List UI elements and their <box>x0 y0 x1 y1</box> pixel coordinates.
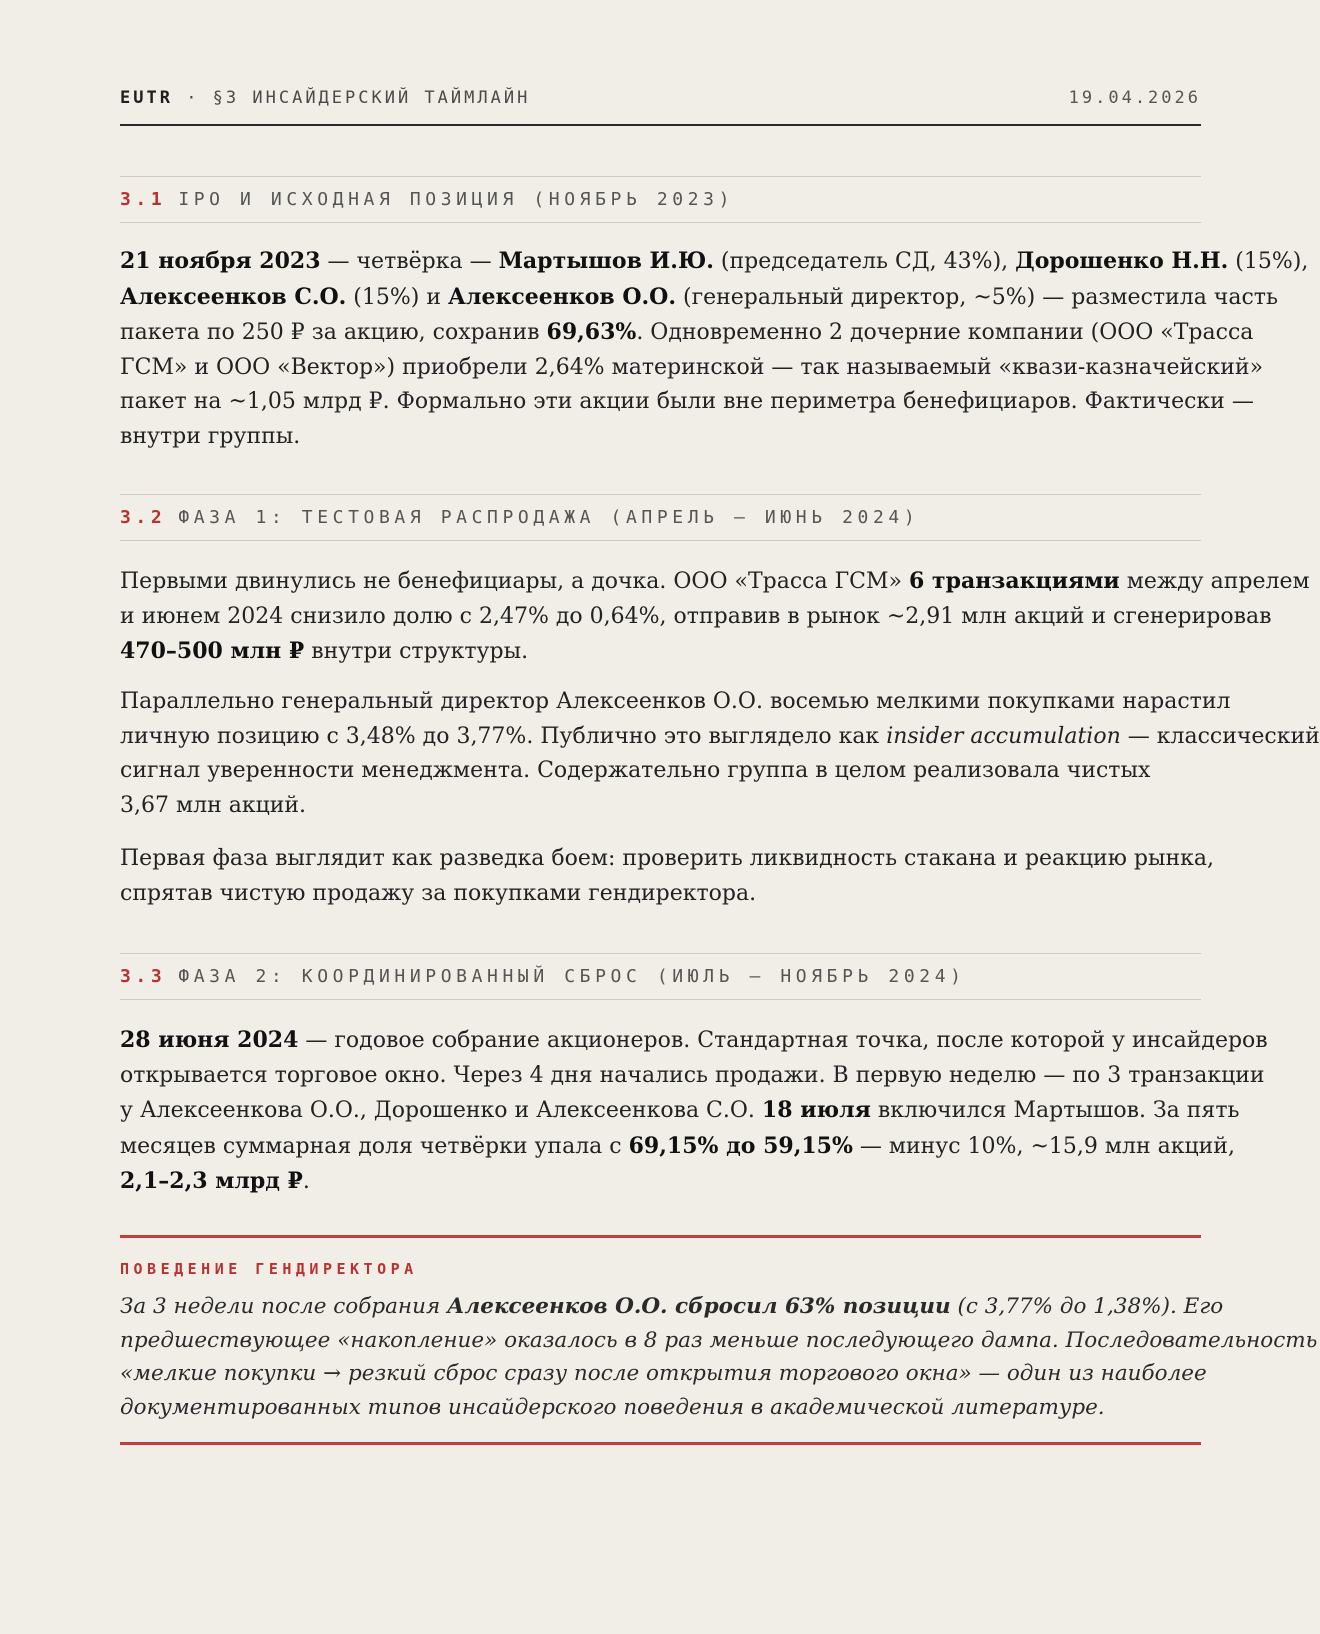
text-run: . Одновременно 2 дочерние компании (ООО «Трасса <box>636 320 1254 345</box>
paragraph <box>120 842 1214 911</box>
bold-text: 69,15% до 59,15% <box>628 1132 853 1159</box>
text-run: и июнем 2024 снизило долю с 2,47% до 0,64%, отправив в рынок ~2,91 млн акций и сгенерировав <box>120 603 1272 629</box>
callout-label: ПОВЕДЕНИЕ ГЕНДИРЕКТОРА <box>120 1260 418 1278</box>
bold-text: Алексеенков О.О. <box>448 283 676 310</box>
section-title: IPO И ИСХОДНАЯ ПОЗИЦИЯ (НОЯБРЬ 2023) <box>178 189 735 210</box>
text-run: — минус 10%, ~15,9 млн акций, <box>852 1133 1235 1159</box>
bold-text: 21 ноября 2023 <box>120 248 321 274</box>
paragraph <box>120 244 1309 454</box>
bold-text: 18 июля <box>761 1097 871 1123</box>
text-run: предшествующее «накопление» оказалось в 8 раз меньше последующего дампа. Последовательность <box>120 1327 1318 1353</box>
callout-text <box>120 1290 1318 1424</box>
text-run: — четвёрка — <box>320 249 499 274</box>
bold-text: 69,63% <box>546 319 637 345</box>
bold-text: Мартышов И.Ю. <box>498 248 714 274</box>
text-run: пакет на ~1,05 млрд ₽. Формально эти акции были вне периметра бенефициаров. Фактически — <box>120 389 1254 414</box>
section-label: · §3 ИНСАЙДЕРСКИЙ ТАЙМЛАЙН <box>186 88 531 108</box>
text-run: (с 3,77% до 1,38%). Его <box>950 1294 1224 1319</box>
section-heading-3-2 <box>120 494 1201 541</box>
text-run: Первыми двинулись не бенефициары, а дочка. ООО «Трасса ГСМ» <box>120 569 909 594</box>
brand-label: EUTR <box>120 88 173 108</box>
text-run: За 3 недели после собрания <box>120 1294 448 1319</box>
text-run: «мелкие покупки → резкий сброс сразу после открытия торгового окна» — один из наиболее <box>120 1361 1207 1386</box>
text-run: включился Мартышов. За пять <box>870 1098 1240 1123</box>
italic-text: insider accumulation <box>886 723 1121 749</box>
text-run: 3,67 млн акций. <box>120 792 307 818</box>
text-run: ГСМ» и ООО «Вектор») приобрели 2,64% материнской — так называемый «квази-казначейский» <box>120 354 1264 380</box>
paragraph <box>120 1023 1268 1200</box>
section-title: ФАЗА 1: ТЕСТОВАЯ РАСПРОДАЖА (АПРЕЛЬ — ИЮНЬ 2024) <box>178 507 920 528</box>
text-run: спрятав чистую продажу за покупками гендиректора. <box>120 880 757 906</box>
text-run: (15%) и <box>346 284 449 310</box>
header-divider <box>120 124 1201 126</box>
text-run: внутри структуры. <box>304 639 529 664</box>
header-date: 19.04.2026 <box>1068 88 1201 108</box>
paragraph <box>120 564 1310 670</box>
text-run: (председатель СД, 43%), <box>713 249 1016 274</box>
section-number: 3.1 <box>120 189 167 210</box>
text-run: открывается торговое окно. Через 4 дня начались продажи. В первую неделю — по 3 транзакции <box>120 1062 1265 1088</box>
bold-text: 28 июня 2024 <box>120 1027 299 1053</box>
text-run: . <box>302 1169 310 1194</box>
section-heading-3-1 <box>120 176 1201 223</box>
text-run: у Алексеенкова О.О., Дорошенко и Алексеенкова С.О. <box>120 1098 762 1123</box>
text-run: между апрелем <box>1119 569 1310 594</box>
callout-top-rule <box>120 1235 1201 1238</box>
bold-text: Алексеенков С.О. <box>120 283 347 310</box>
text-run: Параллельно генеральный директор Алексеенков О.О. восемью мелкими покупками нарастил <box>120 689 1231 714</box>
text-run: (15%), <box>1228 249 1309 274</box>
text-run: сигнал уверенности менеджмента. Содержательно группа в целом реализовала чистых <box>120 758 1151 783</box>
callout-bottom-rule <box>120 1442 1201 1445</box>
text-run: документированных типов инсайдерского поведения в академической литературе. <box>120 1394 1105 1420</box>
section-heading-3-3 <box>120 953 1201 1000</box>
text-run: (генеральный директор, ~5%) — разместила часть <box>676 284 1278 310</box>
bold-text: Алексеенков О.О. сбросил 63% позиции <box>447 1294 951 1319</box>
text-run: — годовое собрание акционеров. Стандартная точка, после которой у инсайдеров <box>298 1028 1268 1053</box>
section-number: 3.3 <box>120 966 167 987</box>
text-run: личную позицию с 3,48% до 3,77%. Публично это выглядело как <box>120 723 887 749</box>
text-run: внутри группы. <box>120 423 301 449</box>
bold-text: 6 транзакциями <box>908 568 1120 594</box>
bold-text: 470–500 млн ₽ <box>120 638 305 664</box>
bold-text: Дорошенко Н.Н. <box>1015 248 1229 274</box>
text-run: Первая фаза выглядит как разведка боем: проверить ликвидность стакана и реакцию рынка, <box>120 846 1214 871</box>
section-number: 3.2 <box>120 507 167 528</box>
text-run: пакета по 250 ₽ за акцию, сохранив <box>120 320 547 345</box>
header-left <box>120 88 530 108</box>
text-run: — классический <box>1120 723 1320 749</box>
text-run: месяцев суммарная доля четвёрки упала с <box>120 1133 629 1159</box>
page-header <box>120 88 1201 108</box>
section-title: ФАЗА 2: КООРДИНИРОВАННЫЙ СБРОС (ИЮЛЬ — НОЯБРЬ 2024) <box>178 966 966 987</box>
bold-text: 2,1–2,3 млрд ₽ <box>120 1168 303 1194</box>
paragraph <box>120 685 1320 823</box>
